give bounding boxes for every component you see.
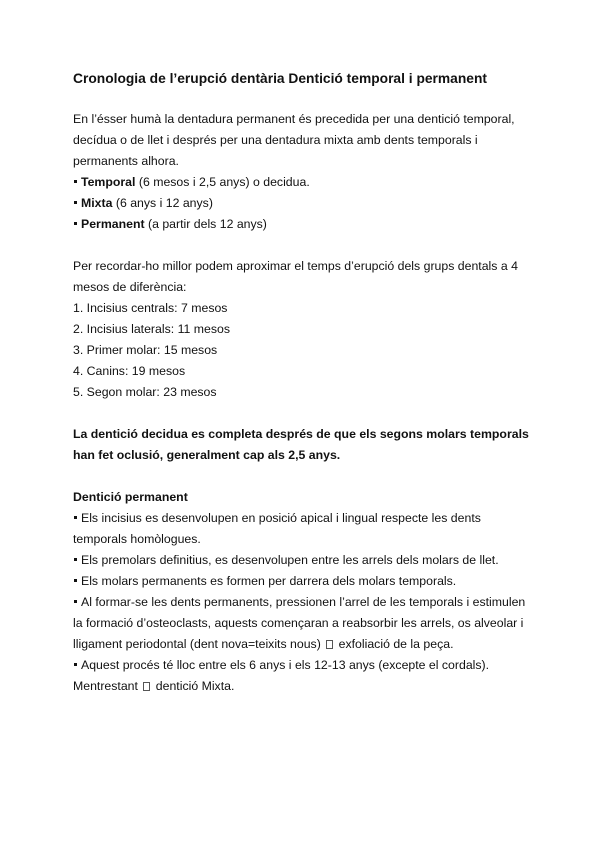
arrow-placeholder-icon [143,682,150,691]
recall-line: mesos de diferència: [73,280,187,294]
highlight-line: han fet oclusió, generalment cap als 2,5 anys. [73,448,341,462]
permanent-bullet [73,508,530,529]
bullet-text: Al formar-se les dents permanents, pressionen l’arrel de les temporals i estimulen [81,595,526,609]
intro-line: permanents alhora. [73,154,179,168]
type-item-mixta [73,193,530,214]
type-term: Permanent [81,217,145,231]
list-item: 3. Primer molar: 15 mesos [73,343,218,357]
bullet-icon [74,663,77,666]
permanent-bullet [73,550,530,571]
bullet-icon [74,579,77,582]
bullet-icon [74,222,77,225]
arrow-placeholder-icon [326,640,333,649]
intro-line: decídua o de llet i després per una dentadura mixta amb dents temporals i [73,133,478,147]
permanent-bullet [73,655,530,676]
type-term: Mixta [81,196,113,210]
type-term: Temporal [81,175,136,189]
permanent-bullet-cont: temporals homòlogues. [73,532,201,546]
permanent-bullet-cont [73,676,530,697]
bullet-text: lligament periodontal (dent nova=teixits nous) [73,637,321,651]
permanent-bullet [73,592,530,613]
permanent-bullet-cont: la formació d’osteoclasts, aquests començaran a reabsorbir les arrels, os alveolar i [73,616,524,630]
bullet-icon [74,201,77,204]
spacer [73,403,530,424]
type-desc: (6 mesos i 2,5 anys) o decidua. [135,175,310,189]
bullet-text: Mentrestant [73,679,138,693]
permanent-bullet-cont [73,634,530,655]
type-desc: (a partir dels 12 anys) [144,217,267,231]
bullet-text: Els premolars definitius, es desenvolupen entre les arrels dels molars de llet. [81,553,499,567]
list-item: 4. Canins: 19 mesos [73,364,186,378]
bullet-text: Els molars permanents es formen per darrera dels molars temporals. [81,574,457,588]
permanent-bullet [73,571,530,592]
bullet-icon [74,516,77,519]
bullet-text: Aquest procés té lloc entre els 6 anys i els 12-13 anys (excepte el cordals). [81,658,490,672]
bullet-text: dentició Mixta. [155,679,235,693]
bullet-text: exfoliació de la peça. [338,637,454,651]
bullet-icon [74,180,77,183]
document-title: Cronologia de l’erupció dentària Dentició temporal i permanent [73,71,487,86]
bullet-icon [74,558,77,561]
type-desc: (6 anys i 12 anys) [112,196,213,210]
spacer [73,466,530,487]
section-heading: Dentició permanent [73,490,188,504]
type-item-temporal [73,172,530,193]
bullet-text: Els incisius es desenvolupen en posició apical i lingual respecte les dents [81,511,481,525]
list-item: 5. Segon molar: 23 mesos [73,385,217,399]
type-item-permanent [73,214,530,235]
intro-line: En l’ésser humà la dentadura permanent és precedida per una dentició temporal, [73,112,515,126]
list-item: 2. Incisius laterals: 11 mesos [73,322,230,336]
bullet-icon [74,600,77,603]
list-item: 1. Incisius centrals: 7 mesos [73,301,228,315]
highlight-line: La dentició decidua es completa després de que els segons molars temporals [73,427,529,441]
spacer [73,88,530,109]
recall-line: Per recordar-ho millor podem aproximar el temps d’erupció dels grups dentals a 4 [73,259,518,273]
spacer [73,235,530,256]
